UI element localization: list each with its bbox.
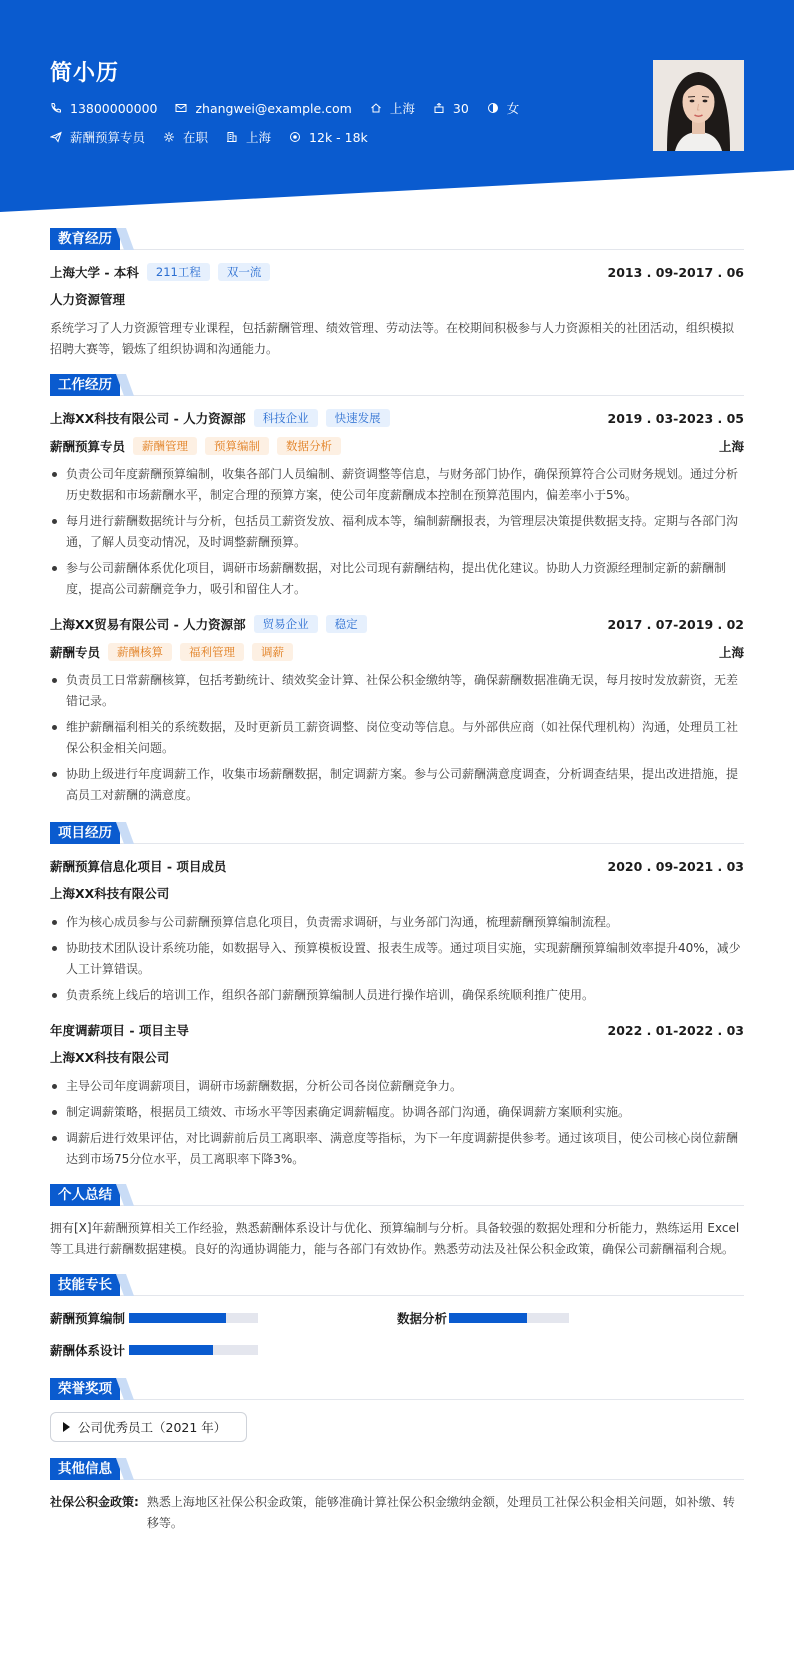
list-item: 主导公司年度调薪项目，调研市场薪酬数据，分析公司各岗位薪酬竞争力。 [50, 1076, 744, 1097]
skill-row [50, 1308, 744, 1328]
project-entry [50, 856, 744, 1006]
section-title: 工作经历 [50, 374, 120, 396]
project-company: 上海XX科技有限公司 [50, 1050, 170, 1065]
home-icon [370, 102, 382, 114]
other-section [50, 1458, 744, 1534]
work-city: 上海 [718, 439, 744, 454]
section-title: 其他信息 [50, 1458, 120, 1480]
list-item: 协助技术团队设计系统功能，如数据导入、预算模板设置、报表生成等。通过项目实施，实现薪酬预算编制效率提升40%，减少人工计算错误。 [50, 938, 744, 980]
city-item [226, 128, 271, 146]
list-item: 负责公司年度薪酬预算编制，收集各部门人员编制、薪资调整等信息，与财务部门协作，确保预算符合公司财务规划。通过分析历史数据和市场薪酬水平，制定合理的预算方案，使公司年度薪酬成本控制在预算范围内，偏差率小于5%。 [50, 464, 744, 506]
education-date: 2013 . 09-2017 . 06 [607, 264, 744, 280]
list-item: 调薪后进行效果评估，对比调薪前后员工离职率、满意度等指标，为下一年度调薪提供参考。通过该项目，使公司核心岗位薪酬达到市场75分位水平，员工离职率下降3%。 [50, 1128, 744, 1170]
work-entry [50, 408, 744, 600]
job-intent-row [50, 128, 386, 146]
target-icon [289, 131, 301, 143]
section-title: 荣誉奖项 [50, 1378, 120, 1400]
portrait-image [653, 60, 744, 151]
awards-section [50, 1378, 744, 1442]
company-tag: 贸易企业 [254, 615, 318, 633]
work-entry [50, 614, 744, 806]
school-tag: 双一流 [218, 263, 271, 281]
project-name: 薪酬预算信息化项目 - 项目成员 [50, 859, 227, 874]
skill-row [50, 1340, 744, 1360]
role-row [50, 436, 744, 456]
list-item: 每月进行薪酬数据统计与分析，包括员工薪资发放、福利成本等，编制薪酬报表，为管理层决策提供数据支持。定期与各部门沟通，了解人员变动情况，及时调整薪酬预算。 [50, 511, 744, 553]
section-title: 个人总结 [50, 1184, 120, 1206]
skill-tag: 薪酬核算 [108, 643, 172, 661]
project-date: 2022 . 01-2022 . 03 [607, 1022, 744, 1038]
list-item: 负责员工日常薪酬核算，包括考勤统计、绩效奖金计算、社保公积金缴纳等，确保薪酬数据准确无误，每月按时发放薪资，无差错记录。 [50, 670, 744, 712]
list-item: 作为核心成员参与公司薪酬预算信息化项目，负责需求调研，与业务部门沟通，梳理薪酬预算编制流程。 [50, 912, 744, 933]
section-header [50, 1184, 744, 1206]
project-date: 2020 . 09-2021 . 03 [607, 858, 744, 874]
gender-item [487, 99, 520, 117]
caret-right-icon [63, 1422, 70, 1432]
project-name: 年度调薪项目 - 项目主导 [50, 1023, 189, 1038]
salary-text: 12k - 18k [309, 129, 368, 145]
skill-item [397, 1309, 744, 1327]
company-name: 上海XX科技有限公司 - 人力资源部 [50, 411, 246, 426]
role-row [50, 642, 744, 662]
other-info-key: 社保公积金政策: [50, 1495, 139, 1509]
education-description: 系统学习了人力资源管理专业课程，包括薪酬管理、绩效管理、劳动法等。在校期间积极参与人力资源相关的社团活动，组织模拟招聘大赛等，锻炼了组织协调和沟通能力。 [50, 321, 735, 356]
company-tag: 科技企业 [254, 409, 318, 427]
skill-label: 薪酬体系设计 [50, 1343, 126, 1358]
section-title: 项目经历 [50, 822, 120, 844]
project-bullets [50, 1076, 744, 1170]
skill-tag: 薪酬管理 [133, 437, 197, 455]
email-text: zhangwei@example.com [195, 100, 352, 116]
email-item [175, 101, 351, 116]
list-item: 协助上级进行年度调薪工作，收集市场薪酬数据，制定调薪方案。参与公司薪酬满意度调查，分析调查结果，提出改进措施，提高员工对薪酬的满意度。 [50, 764, 744, 806]
age-icon [433, 102, 445, 114]
skill-bar [449, 1313, 569, 1323]
status-item [163, 128, 208, 146]
gender-icon [487, 102, 499, 114]
role-name: 薪酬预算专员 [50, 439, 126, 454]
candidate-name: 简小历 [50, 61, 120, 86]
section-header [50, 1458, 744, 1480]
work-date: 2017 . 07-2019 . 02 [607, 616, 744, 632]
work-city: 上海 [718, 645, 744, 660]
skill-tag: 数据分析 [277, 437, 341, 455]
work-bullets [50, 670, 744, 806]
list-item: 负责系统上线后的培训工作，组织各部门薪酬预算编制人员进行操作培训，确保系统顺利推广使用。 [50, 985, 744, 1006]
send-icon [50, 131, 62, 143]
location-text: 上海 [389, 101, 415, 116]
skill-label: 薪酬预算编制 [50, 1311, 126, 1326]
age-item [433, 101, 469, 116]
list-item: 制定调薪策略，根据员工绩效、市场水平等因素确定调薪幅度。协调各部门沟通，确保调薪方案顺利实施。 [50, 1102, 744, 1123]
skill-bar-fill [449, 1313, 527, 1323]
project-entry [50, 1020, 744, 1170]
resume-header [0, 0, 794, 212]
gender-text: 女 [506, 101, 520, 116]
age-text: 30 [452, 100, 469, 116]
section-header [50, 1378, 744, 1400]
skills-section [50, 1274, 744, 1360]
education-entry-head [50, 262, 744, 282]
gear-icon [163, 131, 175, 143]
project-entry-head [50, 1020, 744, 1040]
skill-tag: 福利管理 [180, 643, 244, 661]
skill-item [50, 1309, 397, 1327]
work-section [50, 374, 744, 806]
status-text: 在职 [183, 130, 209, 145]
education-section [50, 228, 744, 360]
skill-label: 数据分析 [397, 1311, 448, 1326]
position-item [50, 128, 145, 146]
company-tag: 快速发展 [326, 409, 390, 427]
section-header [50, 228, 744, 250]
location-item [370, 99, 415, 117]
mail-icon [175, 102, 187, 114]
salary-item [289, 130, 368, 145]
award-text: 公司优秀员工（2021 年） [78, 1420, 227, 1435]
position-text: 薪酬预算专员 [70, 130, 146, 145]
phone-item [50, 101, 157, 116]
summary-section [50, 1184, 744, 1260]
contact-row [50, 99, 537, 117]
phone-text: 13800000000 [70, 100, 158, 116]
major-name: 人力资源管理 [50, 292, 126, 307]
work-entry-head [50, 408, 744, 428]
profile-photo [653, 60, 744, 151]
work-entry-head [50, 614, 744, 634]
phone-icon [50, 102, 62, 114]
other-info-row [50, 1492, 744, 1534]
summary-text: 拥有[X]年薪酬预算相关工作经验，熟悉薪酬体系设计与优化、预算编制与分析。具备较强的数据处理和分析能力，熟练运用 Excel 等工具进行薪酬数据建模。良好的沟通协调能力，能与各部门有效协作。熟悉劳动法及社保公积金政策，确保公司薪酬福利合规。 [50, 1221, 740, 1256]
award-item[interactable] [50, 1412, 247, 1442]
skill-bar [129, 1345, 258, 1355]
section-header [50, 374, 744, 396]
skill-bar [129, 1313, 258, 1323]
school-tag: 211工程 [147, 263, 210, 281]
list-item: 维护薪酬福利相关的系统数据，及时更新员工薪资调整、岗位变动等信息。与外部供应商（如社保代理机构）沟通，处理员工社保公积金相关问题。 [50, 717, 744, 759]
school-name: 上海大学 - 本科 [50, 265, 139, 280]
project-entry-head [50, 856, 744, 876]
project-company: 上海XX科技有限公司 [50, 886, 170, 901]
company-name: 上海XX贸易有限公司 - 人力资源部 [50, 617, 246, 632]
city-text: 上海 [246, 130, 272, 145]
project-bullets [50, 912, 744, 1006]
building-icon [226, 131, 238, 143]
company-tag: 稳定 [326, 615, 367, 633]
section-header [50, 1274, 744, 1296]
skill-bar-fill [129, 1345, 213, 1355]
section-title: 技能专长 [50, 1274, 120, 1296]
resume-body [50, 228, 744, 1534]
work-bullets [50, 464, 744, 600]
skill-tag: 预算编制 [205, 437, 269, 455]
section-header [50, 822, 744, 844]
role-name: 薪酬专员 [50, 645, 101, 660]
work-date: 2019 . 03-2023 . 05 [607, 410, 744, 426]
skill-tag: 调薪 [252, 643, 293, 661]
skill-item [50, 1341, 402, 1359]
list-item: 参与公司薪酬体系优化项目，调研市场薪酬数据，对比公司现有薪酬结构，提出优化建议。协助人力资源经理制定新的薪酬制度，提高公司薪酬竞争力，吸引和留住人才。 [50, 558, 744, 600]
skill-bar-fill [129, 1313, 226, 1323]
section-title: 教育经历 [50, 228, 120, 250]
projects-section [50, 822, 744, 1170]
other-info-value: 熟悉上海地区社保公积金政策，能够准确计算社保公积金缴纳金额，处理员工社保公积金相关问题，如补缴、转移等。 [146, 1495, 735, 1530]
